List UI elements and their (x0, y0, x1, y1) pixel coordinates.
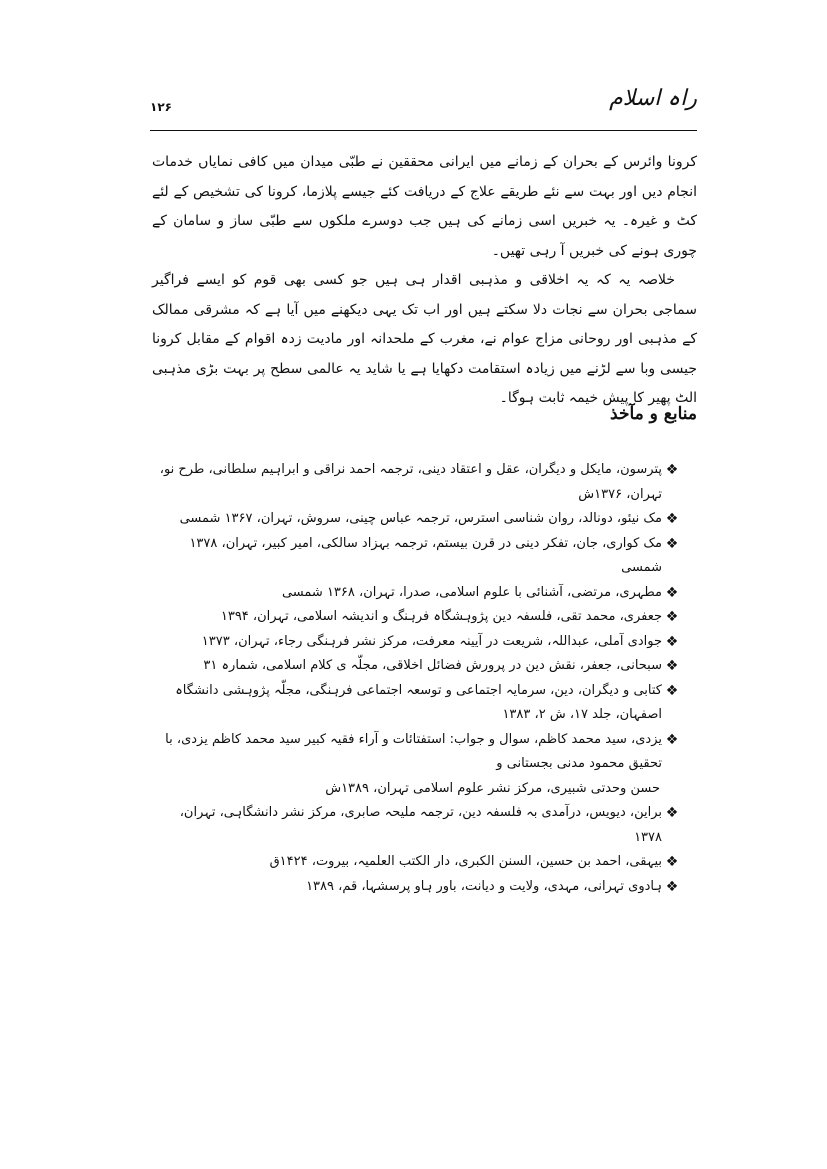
list-item (152, 679, 682, 728)
list-item (152, 654, 682, 679)
reference-text: سبحانی، جعفر، نقش دین در پرورش فضائل اخلاقی، مجلّہ ی کلام اسلامی، شمارہ ۳۱ (203, 658, 662, 673)
header-divider (150, 130, 697, 131)
reference-text: کتابی و دیگران، دین، سرمایہ اجتماعی و توسعہ اجتماعی فرہنگی، مجلّہ پژوہشی دانشگاہ اصفہان، جلد ۱۷، ش ۲، ۱۳۸۳ (175, 682, 662, 722)
reference-text: بیہقی، احمد بن حسین، السنن الکبری، دار الکتب العلمیہ، بیروت، ۱۴۲۴ق (269, 854, 662, 869)
reference-text (152, 728, 662, 802)
reference-text: ہادوی تہرانی، مہدی، ولایت و دیانت، باور ہاو پرسشہا، قم، ۱۳۸۹ (306, 878, 662, 894)
reference-text: مطہری، مرتضی، آشنائی با علوم اسلامی، صدرا، تہران، ۱۳۶۸ شمسی (281, 584, 662, 600)
four-diamond-bullet-icon: ❖ (665, 658, 679, 674)
body-text (152, 148, 697, 414)
list-item (152, 581, 682, 606)
four-diamond-bullet-icon: ❖ (665, 878, 679, 895)
four-diamond-bullet-icon: ❖ (665, 584, 679, 601)
reference-text: براین، دیویس، درآمدی بہ فلسفہ دین، ترجمہ ملیحہ صابری، مرکز نشر دانشگاہی، تہران، ۱۳۷۸ (179, 805, 662, 845)
paragraph: خلاصہ یہ کہ یہ اخلاقی و مذہبی اقدار ہی ہیں جو کسی بھی قوم کو ایسے فراگیر سماجی بحران سے نجات دلا سکتے ہیں اور اب تک یہی دیکھنے میں آیا ہے کہ مشرقی ممالک کے مذہبی اور روحانی مزاج عوام نے، مغرب کے ملحدانہ اور مادیت زدہ اقوام کے مقابل کرونا جیسی وبا سے لڑنے میں زیادہ استقامت دکھایا ہے یا شاید یہ عالمی سطح پر بہت بڑی مذہبی الٹ پھیر کا پیش خیمہ ثابت ہوگا۔ (152, 272, 697, 406)
running-title: راہ اسلام (609, 86, 697, 111)
sources-list (152, 458, 682, 899)
list-item (152, 532, 682, 581)
paragraph: کرونا وائرس کے بحران کے زمانے میں ایرانی محققین نے طبّی میدان میں کافی نمایاں خدمات انجام دیں اور بہت سے نئے طریقے علاج کے دریافت کئے جیسے پلازما، کرونا کی تشخیص کے لئے کٹ و غیرہ۔ یہ خبریں اسی زمانے کی ہیں جب دوسرے ملکوں سے طبّی ساز و سامان کے چوری ہونے کی خبریں آ رہی تھیں۔ (152, 154, 697, 259)
reference-text: جعفری، محمد تقی، فلسفہ دین پژوہشگاہ فرہنگ و اندیشہ اسلامی، تہران، ۱۳۹۴ (220, 609, 662, 624)
reference-text: پترسون، مایکل و دیگران، عقل و اعتقاد دینی، ترجمہ احمد نراقی و ابراہیم سلطانی، طرح نو، تہران، ۱۳۷۶ش (159, 462, 662, 502)
reference-text: مک نیئو، دونالد، روان شناسی استرس، ترجمہ عباس چینی، سروش، تہران، ۱۳۶۷ شمسی (179, 511, 662, 526)
page-header (150, 86, 697, 126)
reference-continuation: حسن وحدتی شبیری، مرکز نشر علوم اسلامی تہران، ۱۳۸۹ش (325, 780, 660, 796)
four-diamond-bullet-icon: ❖ (665, 682, 679, 699)
list-item (152, 728, 682, 802)
reference-text: جوادی آملی، عبداللہ، شریعت در آیینہ معرفت، مرکز نشر فرہنگی رجاء، تہران، ۱۳۷۳ (201, 633, 662, 649)
reference-text-line: یزدی، سید محمد کاظم، سوال و جواب: استفتائات و آراء فقیہ کبیر سید محمد کاظم یزدی، با تحقیق محمود مدنی بجستانی و (165, 731, 662, 771)
list-item (152, 507, 682, 532)
four-diamond-bullet-icon: ❖ (665, 609, 679, 625)
four-diamond-bullet-icon: ❖ (665, 731, 679, 748)
list-item (152, 875, 682, 900)
list-item (152, 801, 682, 850)
four-diamond-bullet-icon: ❖ (665, 511, 679, 527)
sources-heading: منابع و مآخذ (610, 404, 697, 424)
four-diamond-bullet-icon: ❖ (665, 535, 679, 552)
page-number: ۱۲۶ (150, 100, 172, 114)
list-item (152, 850, 682, 875)
four-diamond-bullet-icon: ❖ (665, 805, 679, 821)
list-item (152, 458, 682, 507)
list-item (152, 630, 682, 655)
four-diamond-bullet-icon: ❖ (665, 462, 679, 478)
four-diamond-bullet-icon: ❖ (665, 854, 679, 870)
list-item (152, 605, 682, 630)
reference-text: مک کواری، جان، تفکر دینی در قرن بیستم، ترجمہ بہزاد سالکی، امیر کبیر، تہران، ۱۳۷۸ شمسی (189, 535, 662, 575)
four-diamond-bullet-icon: ❖ (665, 633, 679, 650)
